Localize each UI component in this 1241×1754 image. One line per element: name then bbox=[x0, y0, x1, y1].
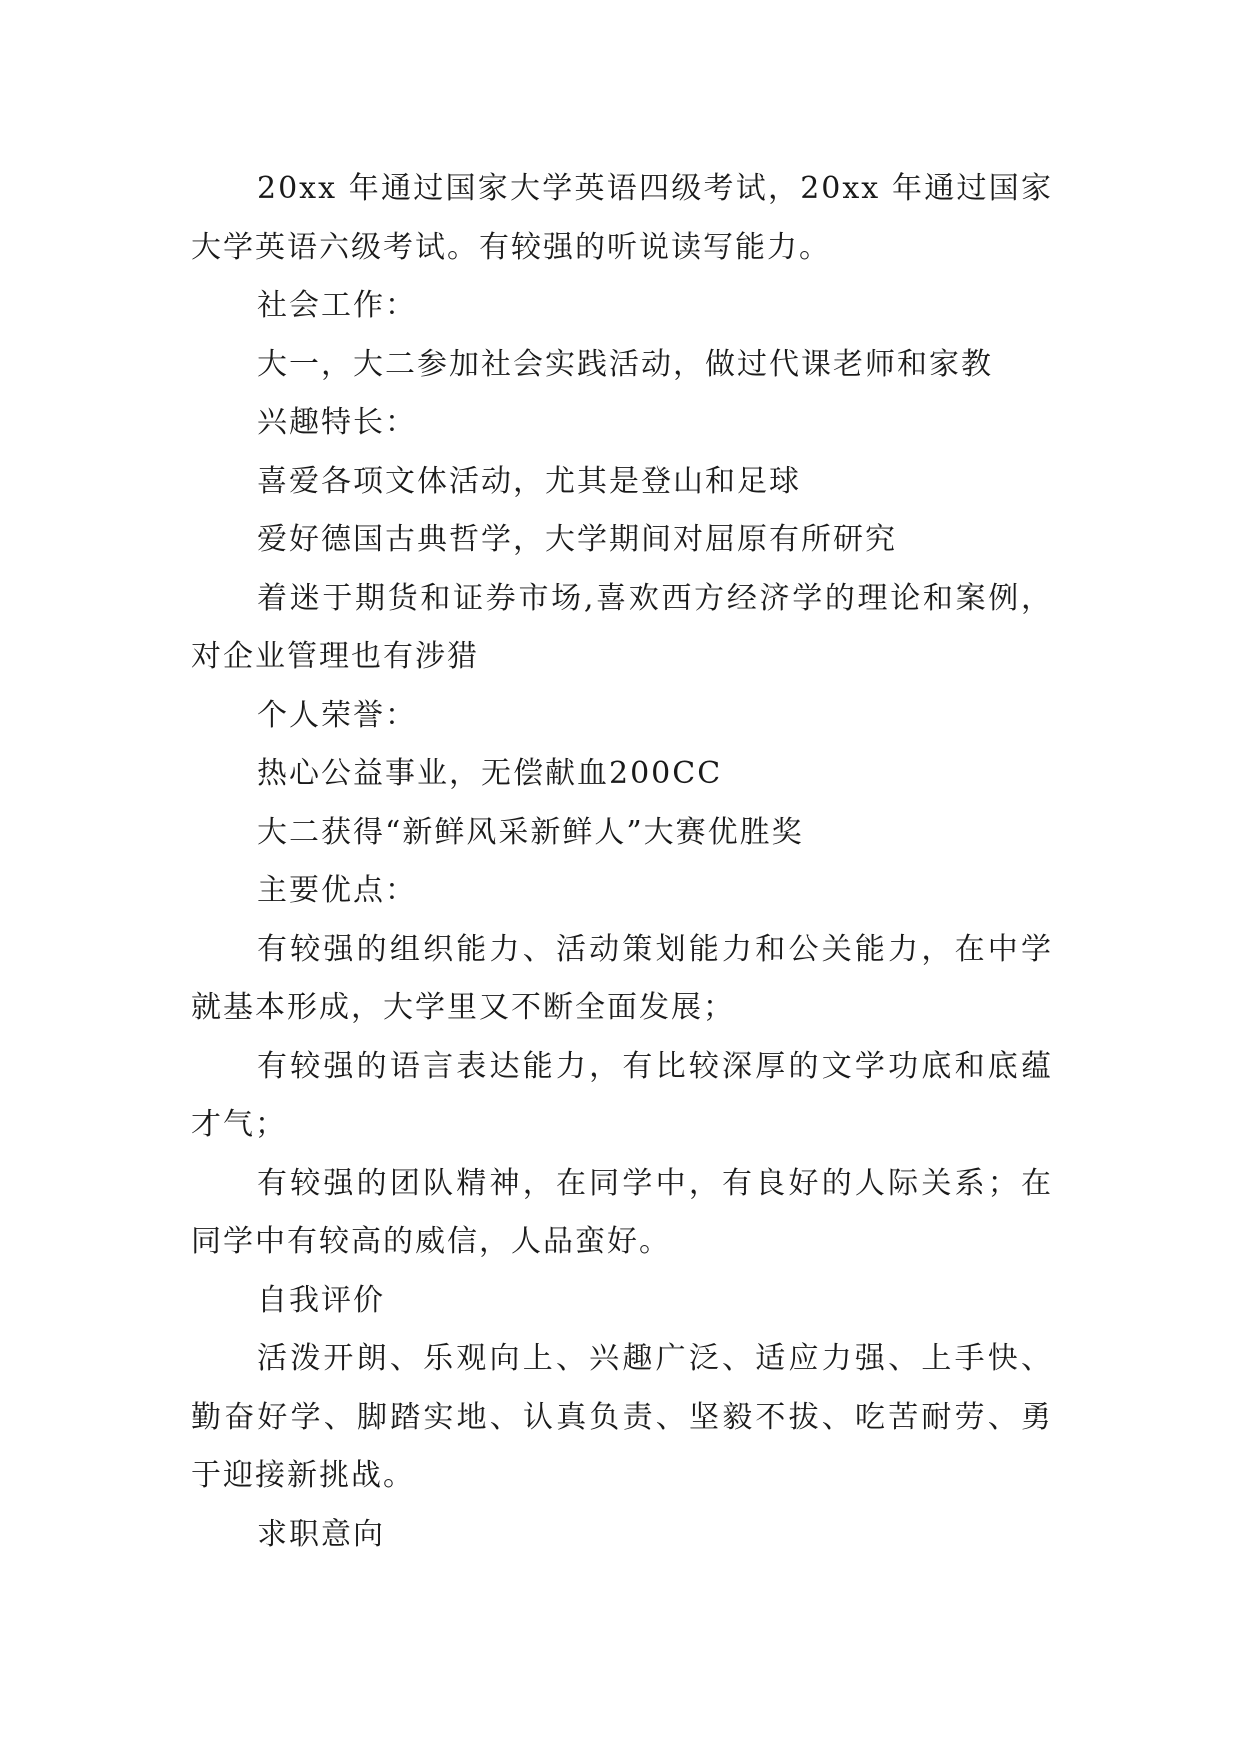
paragraph-interest-sports: 喜爱各项文体活动，尤其是登山和足球 bbox=[257, 463, 801, 499]
paragraph-interest-philosophy: 爱好德国古典哲学，大学期间对屈原有所研究 bbox=[257, 522, 897, 557]
heading-interests: 兴趣特长： bbox=[257, 405, 417, 440]
heading-social-work: 社会工作： bbox=[257, 288, 417, 323]
heading-strengths: 主要优点： bbox=[257, 873, 417, 908]
paragraph-strength-organization: 有较强的组织能力、活动策划能力和公关能力，在中学就基本形成，大学里又不断全面发展； bbox=[191, 931, 1053, 1025]
paragraph-self-evaluation: 活泼开朗、乐观向上、兴趣广泛、适应力强、上手快、勤奋好学、脚踏实地、认真负责、坚毅不拔、吃苦耐劳、勇于迎接新挑战。 bbox=[191, 1341, 1053, 1493]
paragraph-honor-award: 大二获得“新鲜风采新鲜人”大赛优胜奖 bbox=[257, 814, 804, 850]
heading-self-evaluation: 自我评价 bbox=[257, 1282, 385, 1318]
paragraph-english-certificates: 20xx 年通过国家大学英语四级考试，20xx 年通过国家大学英语六级考试。有较强的听说读写能力。 bbox=[191, 171, 1053, 265]
document-body bbox=[191, 160, 1053, 1564]
paragraph-social-work: 大一，大二参加社会实践活动，做过代课老师和家教 bbox=[257, 346, 993, 382]
paragraph-honor-blood-donation: 热心公益事业，无偿献血200CC bbox=[257, 756, 723, 791]
paragraph-strength-expression: 有较强的语言表达能力，有比较深厚的文学功底和底蕴才气； bbox=[191, 1048, 1053, 1142]
heading-job-intention: 求职意向 bbox=[257, 1516, 385, 1552]
paragraph-interest-finance: 着迷于期货和证券市场,喜欢西方经济学的理论和案例，对企业管理也有涉猎 bbox=[191, 580, 1053, 674]
heading-honors: 个人荣誉： bbox=[257, 697, 417, 733]
paragraph-strength-teamwork: 有较强的团队精神，在同学中，有良好的人际关系；在同学中有较高的威信，人品蛮好。 bbox=[191, 1165, 1053, 1259]
